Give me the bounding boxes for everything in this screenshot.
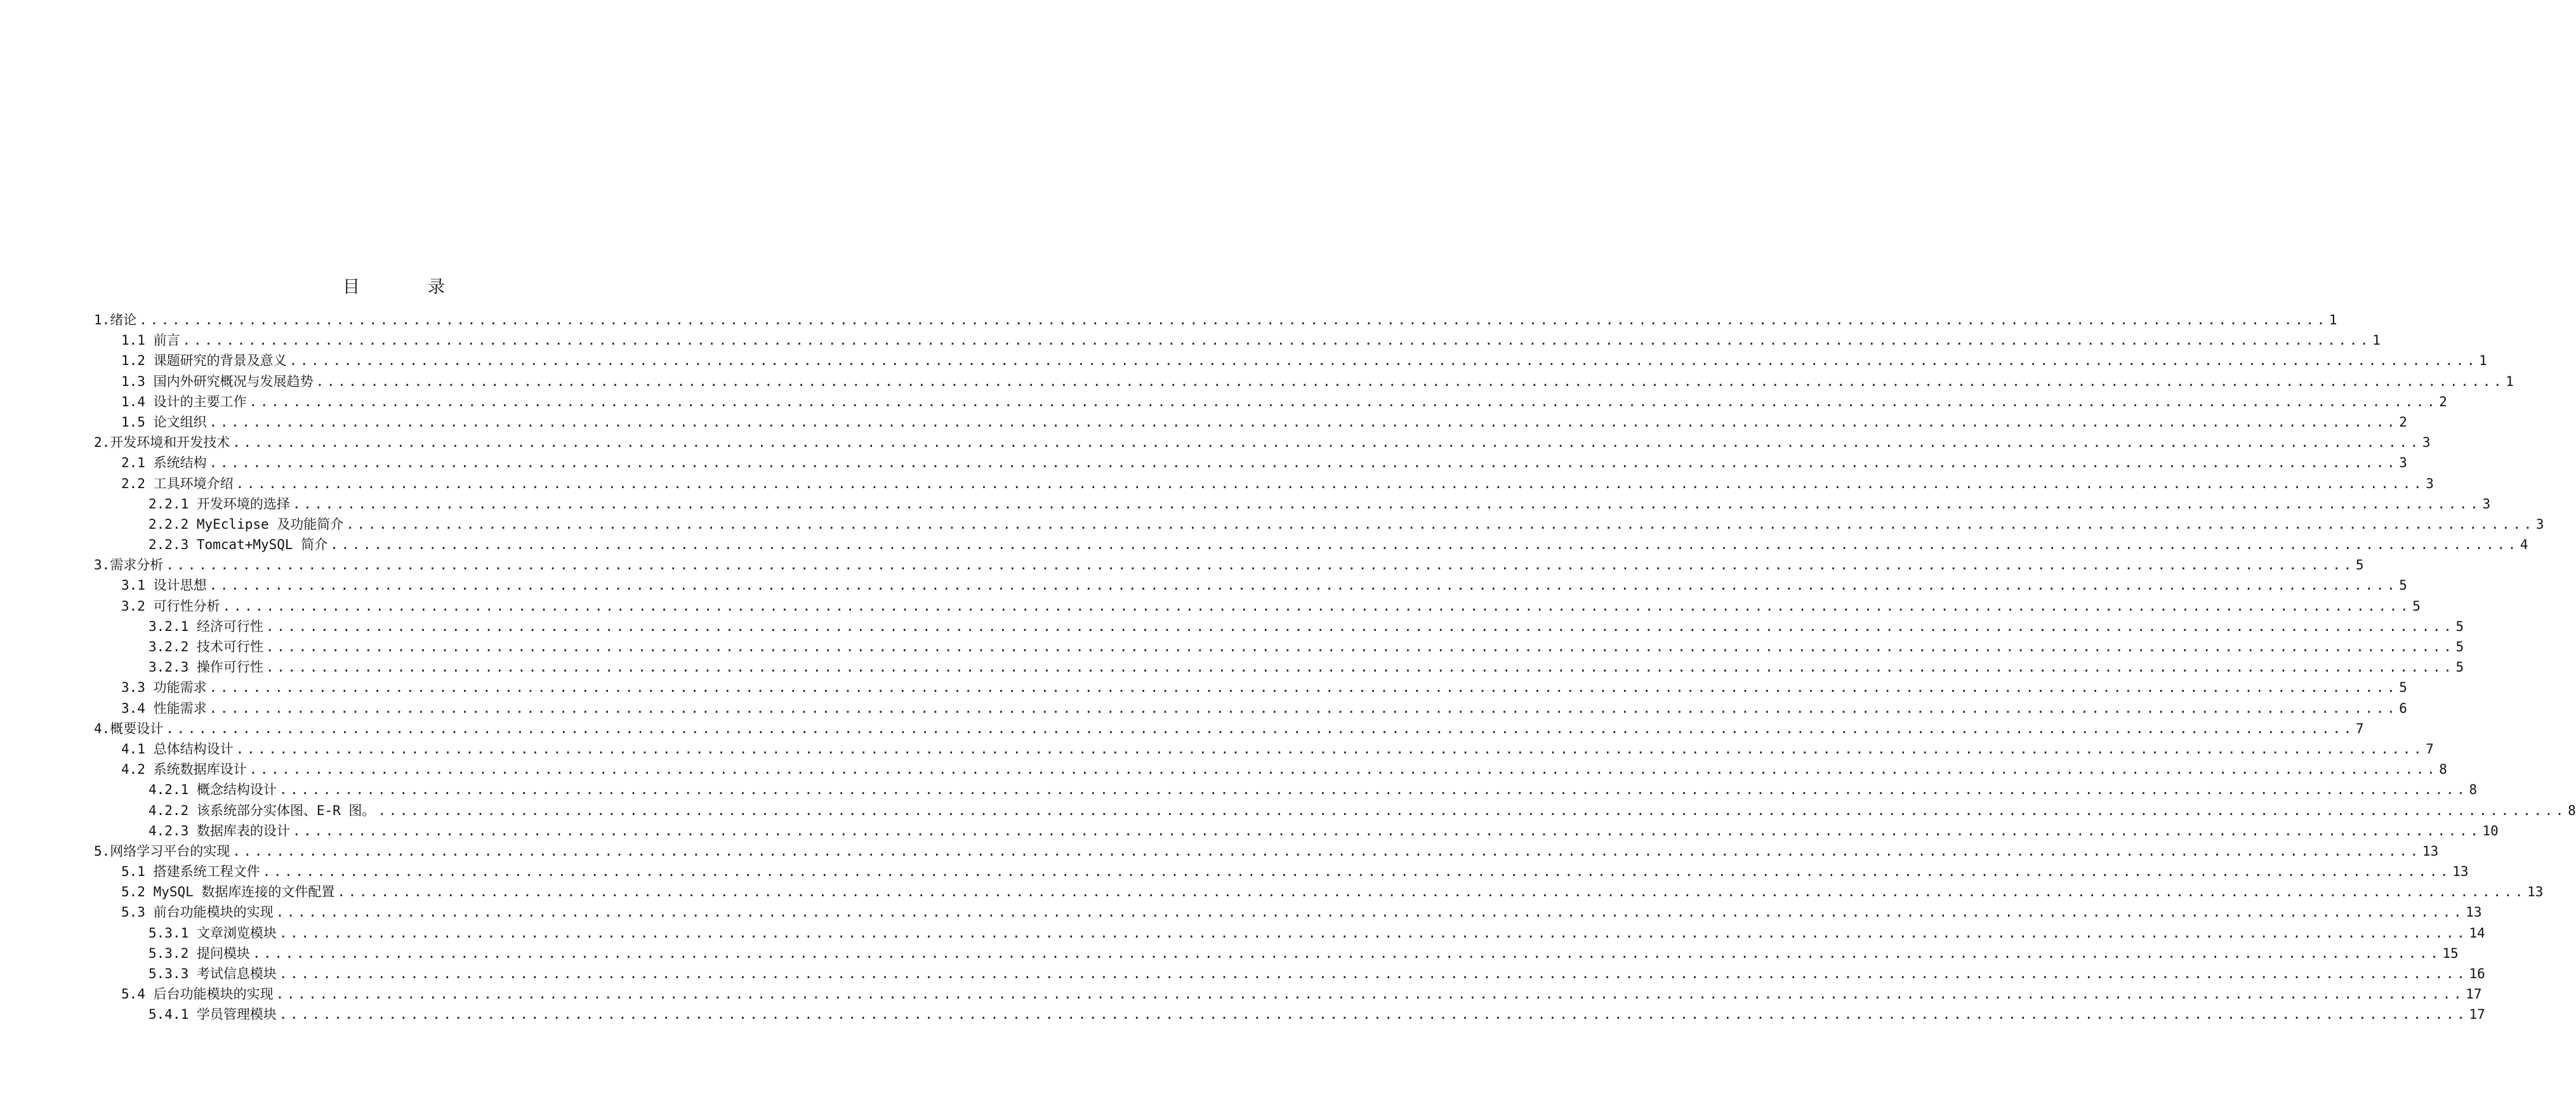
toc-dot-leader: ........................................................................................................................................................................................................ xyxy=(209,414,2398,430)
toc-entry-page-number: 5 xyxy=(2455,660,2464,675)
toc-dot-leader: ........................................................................................................................................................................................................ xyxy=(265,639,2455,654)
toc-entry-page-number: 3 xyxy=(2535,516,2544,532)
toc-dot-leader: ........................................................................................................................................................................................................ xyxy=(292,496,2481,512)
toc-dot-leader: ........................................................................................................................................................................................................ xyxy=(315,373,2505,389)
toc-entry-page-number: 1 xyxy=(2372,333,2381,348)
toc-entry-title: 5.4.1 学员管理模块 xyxy=(149,1007,277,1023)
toc-entry[interactable] xyxy=(94,821,2499,841)
toc-dot-leader: ........................................................................................................................................................................................................ xyxy=(209,455,2398,471)
toc-dot-leader: ........................................................................................................................................................................................................ xyxy=(222,598,2412,614)
toc-dot-leader: ........................................................................................................................................................................................................ xyxy=(235,741,2425,757)
toc-entry-page-number: 8 xyxy=(2568,802,2576,818)
toc-entry-title: 4.2.1 概念结构设计 xyxy=(149,782,277,798)
toc-entry-title: 1.3 国内外研究概况与发展趋势 xyxy=(121,373,314,389)
toc-entry-title: 1.1 前言 xyxy=(121,333,180,348)
toc-entry-page-number: 15 xyxy=(2442,945,2459,961)
toc-entry[interactable] xyxy=(94,453,2407,473)
toc-entry-page-number: 3 xyxy=(2426,475,2434,491)
toc-entry[interactable] xyxy=(94,861,2469,882)
toc-dot-leader: ........................................................................................................................................................................................................ xyxy=(279,1007,2468,1023)
toc-dot-leader: ........................................................................................................................................................................................................ xyxy=(252,945,2441,961)
toc-entry-title: 3.4 性能需求 xyxy=(121,700,207,716)
toc-entry-title: 1.4 设计的主要工作 xyxy=(121,394,247,409)
toc-entry[interactable] xyxy=(94,923,2485,943)
toc-entry[interactable] xyxy=(94,719,2364,739)
toc-entry-page-number: 13 xyxy=(2527,884,2544,900)
toc-entry-page-number: 1 xyxy=(2506,373,2514,389)
toc-entry[interactable] xyxy=(94,310,2337,330)
toc-entry[interactable] xyxy=(94,984,2482,1004)
toc-entry-title: 3.3 功能需求 xyxy=(121,680,207,696)
toc-entry-page-number: 14 xyxy=(2469,925,2485,941)
toc-entry-page-number: 10 xyxy=(2482,823,2499,839)
toc-dot-leader: ........................................................................................................................................................................................................ xyxy=(292,823,2481,839)
toc-entry[interactable] xyxy=(94,330,2381,350)
toc-entry[interactable] xyxy=(94,534,2528,555)
toc-entry[interactable] xyxy=(94,739,2434,759)
toc-entry-title: 5.4 后台功能模块的实现 xyxy=(121,986,274,1002)
toc-entry-title: 3.2.3 操作可行性 xyxy=(149,660,263,675)
toc-entry-title: 1.5 论文组织 xyxy=(121,414,207,430)
toc-entry-page-number: 17 xyxy=(2469,1007,2485,1023)
toc-entry[interactable] xyxy=(94,800,2576,821)
toc-entry-title: 4.概要设计 xyxy=(94,720,164,736)
toc-list xyxy=(94,310,2576,1025)
toc-entry[interactable] xyxy=(94,637,2464,657)
toc-entry-page-number: 16 xyxy=(2469,966,2485,981)
toc-entry-title: 2.2.3 Tomcat+MySQL 简介 xyxy=(149,537,328,553)
toc-entry[interactable] xyxy=(94,882,2544,902)
toc-entry[interactable] xyxy=(94,759,2447,779)
toc-title: 目 录 xyxy=(343,277,470,297)
toc-entry-title: 3.2.1 经济可行性 xyxy=(149,618,263,634)
toc-entry[interactable] xyxy=(94,412,2407,432)
toc-entry-page-number: 13 xyxy=(2422,843,2439,859)
toc-entry-title: 3.1 设计思想 xyxy=(121,578,207,593)
toc-dot-leader: ........................................................................................................................................................................................................ xyxy=(337,884,2526,900)
toc-entry-title: 3.需求分析 xyxy=(94,557,164,573)
toc-dot-leader: ........................................................................................................................................................................................................ xyxy=(265,618,2455,634)
toc-entry[interactable] xyxy=(94,943,2459,964)
toc-entry-title: 5.网络学习平台的实现 xyxy=(94,843,230,859)
toc-entry-page-number: 2 xyxy=(2399,414,2407,430)
toc-dot-leader: ........................................................................................................................................................................................................ xyxy=(289,353,2478,369)
toc-entry-page-number: 5 xyxy=(2455,618,2464,634)
toc-entry-page-number: 13 xyxy=(2466,905,2482,920)
toc-entry[interactable] xyxy=(94,657,2464,677)
toc-entry[interactable] xyxy=(94,677,2407,698)
toc-entry-title: 3.2.2 技术可行性 xyxy=(149,639,263,654)
toc-entry[interactable] xyxy=(94,371,2514,392)
toc-entry[interactable] xyxy=(94,555,2364,575)
toc-entry[interactable] xyxy=(94,514,2544,534)
toc-entry-title: 3.2 可行性分析 xyxy=(121,598,220,614)
toc-entry-page-number: 17 xyxy=(2466,986,2482,1002)
toc-entry[interactable] xyxy=(94,964,2485,984)
toc-entry-title: 2.1 系统结构 xyxy=(121,455,207,471)
toc-dot-leader: ........................................................................................................................................................................................................ xyxy=(166,557,2355,573)
toc-entry-title: 5.3 前台功能模块的实现 xyxy=(121,905,274,920)
toc-dot-leader: ........................................................................................................................................................................................................ xyxy=(279,782,2468,798)
toc-entry-title: 2.2 工具环境介绍 xyxy=(121,475,234,491)
toc-entry-page-number: 5 xyxy=(2399,680,2407,696)
toc-entry-page-number: 2 xyxy=(2439,394,2447,409)
toc-entry-title: 1.绪论 xyxy=(94,312,137,328)
toc-dot-leader: ........................................................................................................................................................................................................ xyxy=(209,578,2398,593)
toc-entry-title: 2.2.2 MyEclipse 及功能简介 xyxy=(149,516,344,532)
toc-entry-page-number: 1 xyxy=(2479,353,2487,369)
toc-entry-title: 4.2.3 数据库表的设计 xyxy=(149,823,290,839)
toc-entry[interactable] xyxy=(94,575,2407,595)
toc-dot-leader: ........................................................................................................................................................................................................ xyxy=(279,966,2468,981)
toc-dot-leader: ........................................................................................................................................................................................................ xyxy=(346,516,2535,532)
toc-entry-title: 1.2 课题研究的背景及意义 xyxy=(121,353,287,369)
toc-entry-page-number: 4 xyxy=(2520,537,2528,553)
toc-dot-leader: ........................................................................................................................................................................................................ xyxy=(262,864,2452,880)
toc-entry-page-number: 3 xyxy=(2399,455,2407,471)
toc-entry[interactable] xyxy=(94,698,2407,719)
toc-entry[interactable] xyxy=(94,841,2439,861)
toc-entry-title: 5.3.2 提问模块 xyxy=(149,945,250,961)
toc-entry[interactable] xyxy=(94,494,2491,514)
toc-entry-title: 4.2 系统数据库设计 xyxy=(121,762,247,778)
toc-entry-page-number: 13 xyxy=(2452,864,2469,880)
toc-dot-leader: ........................................................................................................................................................................................................ xyxy=(209,680,2398,696)
toc-dot-leader: ........................................................................................................................................................................................................ xyxy=(182,333,2372,348)
toc-entry-title: 2.开发环境和开发技术 xyxy=(94,435,230,451)
toc-entry[interactable] xyxy=(94,350,2487,371)
toc-entry-page-number: 1 xyxy=(2328,312,2337,328)
toc-entry-page-number: 3 xyxy=(2482,496,2491,512)
toc-entry-page-number: 6 xyxy=(2399,700,2407,716)
toc-entry[interactable] xyxy=(94,596,2421,616)
toc-entry[interactable] xyxy=(94,779,2478,800)
toc-entry-page-number: 3 xyxy=(2422,435,2431,451)
toc-entry-title: 5.2 MySQL 数据库连接的文件配置 xyxy=(121,884,335,900)
toc-dot-leader: ........................................................................................................................................................................................................ xyxy=(232,843,2421,859)
toc-dot-leader: ........................................................................................................................................................................................................ xyxy=(279,925,2468,941)
toc-entry-page-number: 5 xyxy=(2412,598,2421,614)
toc-dot-leader: ........................................................................................................................................................................................................ xyxy=(330,537,2519,553)
toc-entry-title: 5.3.3 考试信息模块 xyxy=(149,966,277,981)
toc-dot-leader: ........................................................................................................................................................................................................ xyxy=(275,905,2465,920)
toc-entry-page-number: 5 xyxy=(2455,639,2464,654)
toc-dot-leader: ........................................................................................................................................................................................................ xyxy=(275,986,2465,1002)
toc-entry[interactable] xyxy=(94,616,2464,637)
toc-entry-title: 4.2.2 该系统部分实体图、E-R 图。 xyxy=(149,802,376,818)
toc-entry-title: 5.3.1 文章浏览模块 xyxy=(149,925,277,941)
toc-entry[interactable] xyxy=(94,902,2482,922)
toc-entry[interactable] xyxy=(94,474,2434,494)
toc-dot-leader: ........................................................................................................................................................................................................ xyxy=(235,475,2425,491)
toc-entry[interactable] xyxy=(94,392,2447,412)
toc-entry[interactable] xyxy=(94,1004,2485,1024)
toc-entry-page-number: 5 xyxy=(2355,557,2364,573)
toc-entry-page-number: 8 xyxy=(2439,762,2447,778)
toc-entry-page-number: 5 xyxy=(2399,578,2407,593)
toc-dot-leader: ........................................................................................................................................................................................................ xyxy=(249,762,2438,778)
toc-dot-leader: ........................................................................................................................................................................................................ xyxy=(166,720,2355,736)
toc-dot-leader: ........................................................................................................................................................................................................ xyxy=(139,312,2328,328)
toc-entry-page-number: 7 xyxy=(2355,720,2364,736)
toc-dot-leader: ........................................................................................................................................................................................................ xyxy=(209,700,2398,716)
toc-entry-page-number: 8 xyxy=(2469,782,2478,798)
toc-entry-title: 4.1 总体结构设计 xyxy=(121,741,234,757)
toc-entry-title: 2.2.1 开发环境的选择 xyxy=(149,496,290,512)
toc-dot-leader: ........................................................................................................................................................................................................ xyxy=(265,660,2455,675)
toc-entry-page-number: 7 xyxy=(2426,741,2434,757)
toc-dot-leader: ........................................................................................................................................................................................................ xyxy=(378,802,2567,818)
toc-dot-leader: ........................................................................................................................................................................................................ xyxy=(232,435,2421,451)
toc-dot-leader: ........................................................................................................................................................................................................ xyxy=(249,394,2438,409)
toc-entry[interactable] xyxy=(94,432,2431,453)
toc-entry-title: 5.1 搭建系统工程文件 xyxy=(121,864,260,880)
